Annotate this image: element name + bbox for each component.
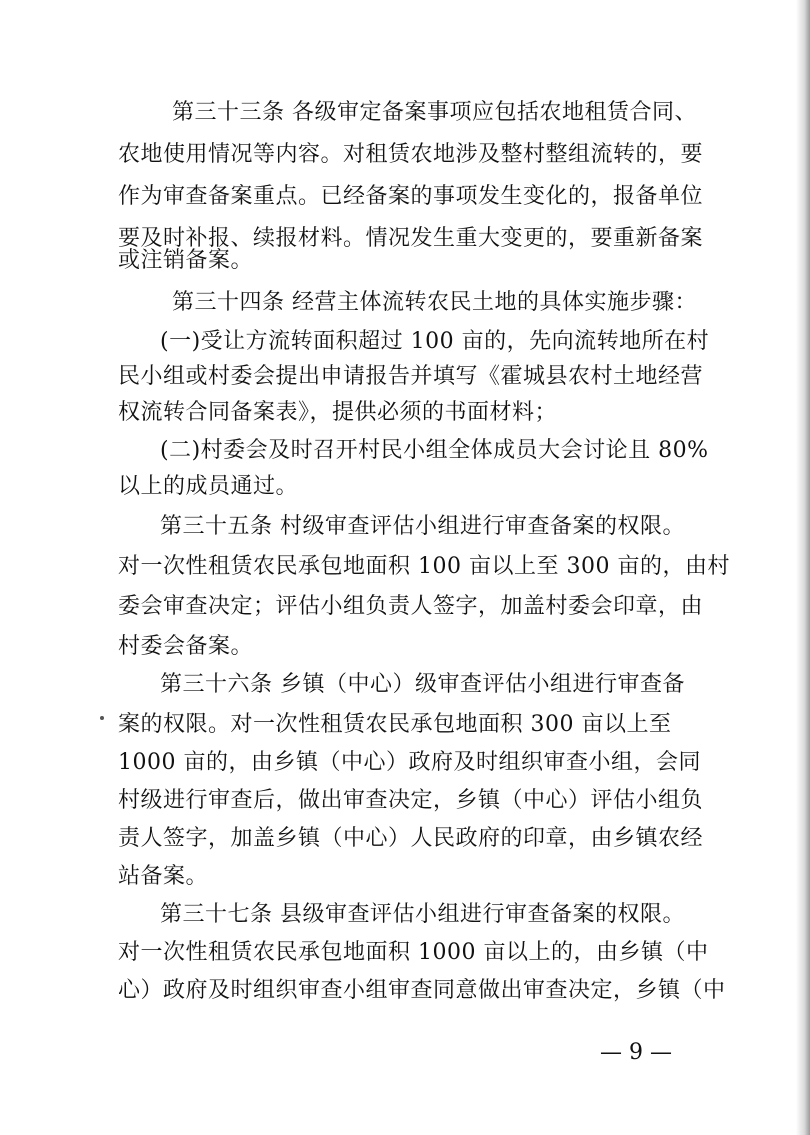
text-line: 作为审查备案重点。已经备案的事项发生变化的，报备单位 (118, 184, 704, 209)
text-line: 心）政府及时组织审查小组审查同意做出审查决定，乡镇（中 (118, 978, 726, 1003)
text-line: 以上的成员通过。 (118, 474, 299, 499)
scan-speck (100, 716, 104, 720)
text-line: 民小组或村委会提出申请报告并填写《霍城县农村土地经营 (118, 364, 704, 389)
text-line: 或注销备案。 (118, 248, 254, 273)
text-line: 委会审查决定；评估小组负责人签字，加盖村委会印章，由 (118, 594, 704, 619)
scan-edge (796, 0, 810, 1135)
text-line: 村委会备案。 (118, 634, 254, 659)
text-line: 对一次性租赁农民承包地面积 1000 亩以上的，由乡镇（中 (118, 940, 709, 965)
text-line: 第三十七条 县级审查评估小组进行审查备案的权限。 (160, 902, 685, 927)
text-line: 农地使用情况等内容。对租赁农地涉及整村整组流转的，要 (118, 142, 704, 167)
text-line: 案的权限。对一次性租赁农民承包地面积 300 亩以上至 (118, 712, 672, 737)
text-line: (一)受让方流转面积超过 100 亩的，先向流转地所在村 (160, 329, 710, 354)
text-line: 要及时补报、续报材料。情况发生重大变更的，要重新备案 (118, 226, 704, 251)
text-line: 第三十五条 村级审查评估小组进行审查备案的权限。 (160, 514, 685, 539)
text-line: 站备案。 (118, 864, 209, 889)
text-line: 1000 亩的，由乡镇（中心）政府及时组织审查小组，会同 (118, 750, 701, 775)
text-line: 村级进行审查后，做出审查决定，乡镇（中心）评估小组负 (118, 788, 704, 813)
text-line: 责人签字，加盖乡镇（中心）人民政府的印章，由乡镇农经 (118, 826, 704, 851)
page-number: — 9 — (600, 1040, 672, 1065)
text-line: 第三十六条 乡镇（中心）级审查评估小组进行审查备 (160, 672, 685, 697)
text-line: 权流转合同备案表》，提供必须的书面材料； (118, 400, 558, 425)
text-line: 对一次性租赁农民承包地面积 100 亩以上至 300 亩的，由村 (118, 554, 730, 579)
text-line: (二)村委会及时召开村民小组全体成员大会讨论且 80% (160, 438, 709, 463)
text-line: 第三十四条 经营主体流转农民土地的具体实施步骤： (172, 290, 697, 315)
text-line: 第三十三条 各级审定备案事项应包括农地租赁合同、 (172, 100, 697, 125)
